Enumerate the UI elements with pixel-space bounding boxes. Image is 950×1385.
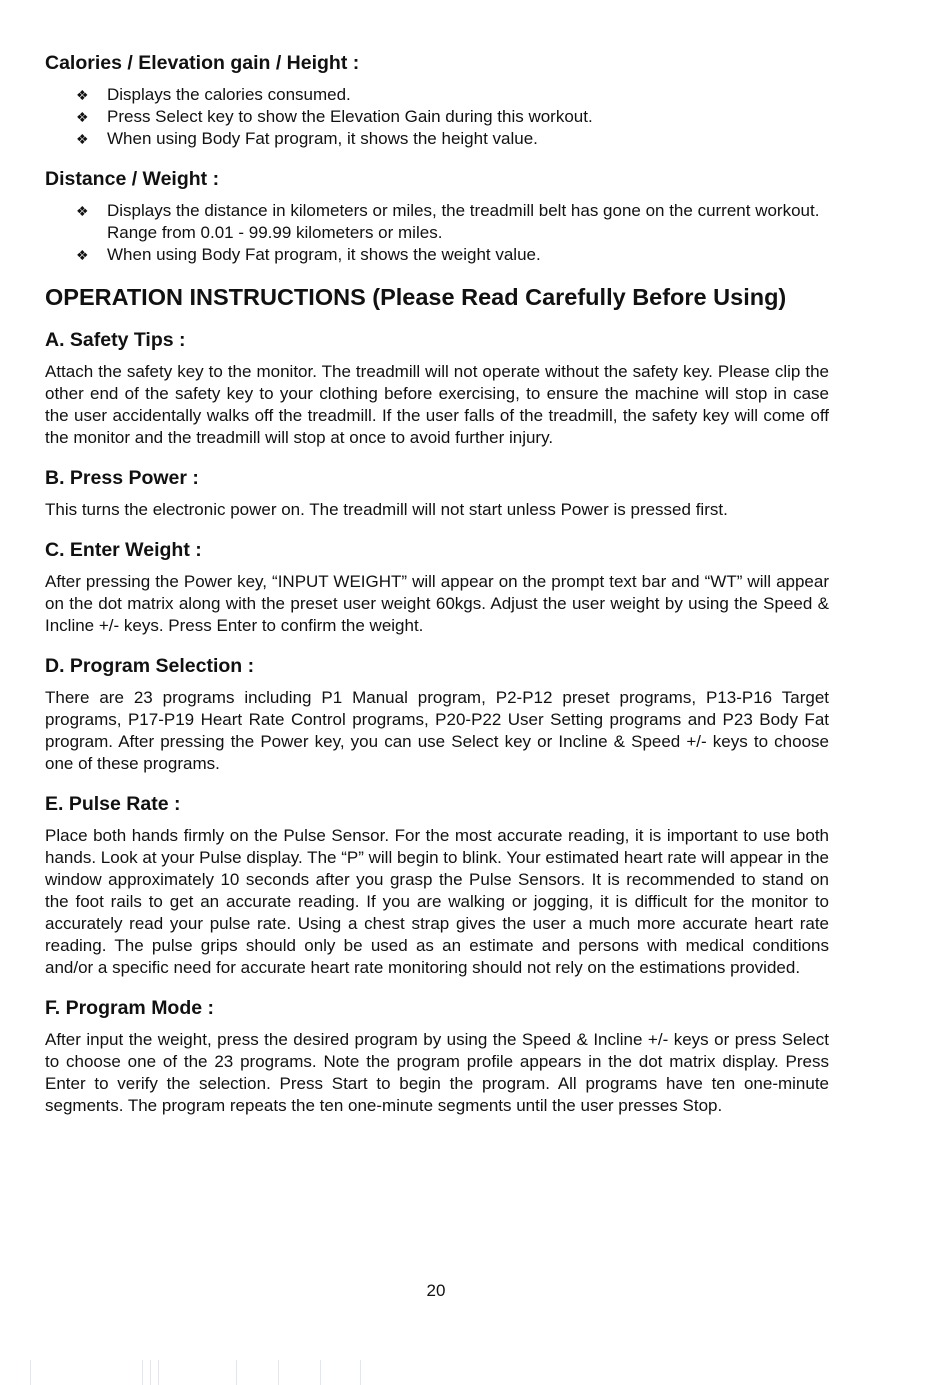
operation-instructions-title: OPERATION INSTRUCTIONS (Please Read Carefully Before Using) — [45, 284, 787, 310]
bullet-list-calories — [45, 84, 829, 150]
section-heading-distance: Distance / Weight : — [45, 168, 220, 190]
instruction-heading-safety-tips: A. Safety Tips : — [45, 329, 186, 351]
list-item — [45, 128, 829, 150]
section-heading-calories: Calories / Elevation gain / Height : — [45, 52, 360, 74]
instruction-body-press-power: This turns the electronic power on. The treadmill will not start unless Power is pressed first. — [45, 500, 728, 519]
bullet-list-distance — [45, 200, 829, 266]
instruction-heading-press-power: B. Press Power : — [45, 467, 199, 489]
instruction-heading-program-selection: D. Program Selection : — [45, 655, 255, 677]
instruction-body-safety-tips: Attach the safety key to the monitor. The treadmill will not operate without the safety key. Please clip the other end of the safety key to your clothing before exercising, to ensure the machine will stop in case the user accidentally walks off the treadmill. If the user falls of the treadmill, the safety key will come off the monitor and the treadmill will stop at once to avoid further injury. — [45, 362, 829, 447]
four-diamond-bullet-icon: ❖ — [76, 131, 89, 147]
instruction-heading-program-mode: F. Program Mode : — [45, 997, 215, 1019]
scan-artifact-marks — [0, 1360, 950, 1385]
page-number: 20 — [426, 1281, 446, 1300]
four-diamond-bullet-icon: ❖ — [76, 247, 89, 263]
bullet-text: When using Body Fat program, it shows the weight value. — [107, 245, 541, 264]
instruction-body-program-selection: There are 23 programs including P1 Manual program, P2-P12 preset programs, P13-P16 Target programs, P17-P19 Heart Rate Control programs, P20-P22 User Setting programs and P23 Body Fat program. After pressing the Power key, you can use Select key or Incline & Speed +/- keys to choose one of these programs. — [45, 688, 829, 773]
four-diamond-bullet-icon: ❖ — [76, 109, 89, 125]
instruction-heading-pulse-rate: E. Pulse Rate : — [45, 793, 181, 815]
list-item — [45, 244, 829, 266]
list-item — [45, 200, 829, 244]
bullet-text: Displays the calories consumed. — [107, 85, 351, 104]
bullet-text: Displays the distance in kilometers or miles, the treadmill belt has gone on the current workout. Range from 0.01 - 99.99 kilometers or miles. — [107, 201, 820, 242]
instruction-body-pulse-rate: Place both hands firmly on the Pulse Sensor. For the most accurate reading, it is important to use both hands. Look at your Pulse display. The “P” will begin to blink. Your estimated heart rate will appear in the window approximately 10 seconds after you grasp the Pulse Sensors. It is recommended to stand on the foot rails to get an accurate reading. If you are walking or jogging, it is difficult for the monitor to accurately read your pulse rate. Using a chest strap gives the user a much more accurate heart rate reading. The pulse grips should only be used as an estimate and persons with medical conditions and/or a specific need for accurate heart rate monitoring should not rely on the estimations provided. — [45, 826, 829, 977]
list-item — [45, 106, 829, 128]
bullet-text: When using Body Fat program, it shows the height value. — [107, 129, 538, 148]
bullet-text: Press Select key to show the Elevation Gain during this workout. — [107, 107, 593, 126]
manual-page — [45, 48, 829, 1117]
instruction-body-enter-weight: After pressing the Power key, “INPUT WEIGHT” will appear on the prompt text bar and “WT” will appear on the dot matrix along with the preset user weight 60kgs. Adjust the user weight by using the Speed & Incline +/- keys. Press Enter to confirm the weight. — [45, 572, 829, 635]
four-diamond-bullet-icon: ❖ — [76, 87, 89, 103]
instruction-heading-enter-weight: C. Enter Weight : — [45, 539, 202, 561]
instruction-body-program-mode: After input the weight, press the desired program by using the Speed & Incline +/- keys or press Select to choose one of the 23 programs. Note the program profile appears in the dot matrix display. Press Enter to verify the selection. Press Start to begin the program. All programs have ten one-minute segments. The program repeats the ten one-minute segments until the user presses Stop. — [45, 1030, 829, 1115]
four-diamond-bullet-icon: ❖ — [76, 203, 89, 219]
list-item — [45, 84, 829, 106]
